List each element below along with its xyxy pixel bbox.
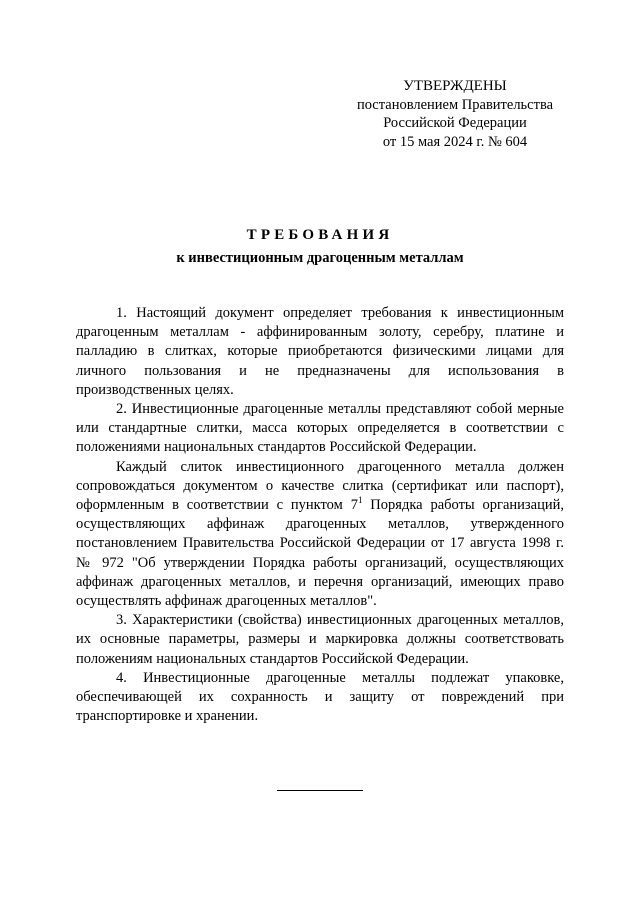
document-title: ТРЕБОВАНИЯ [246,227,394,243]
document-subtitle: к инвестиционным драгоценным металлам [176,250,464,266]
footnote-superscript: 1 [357,495,363,506]
approval-stamp: УТВЕРЖДЕНЫ [403,78,507,94]
end-divider [277,790,363,791]
approval-line-resolution: постановлением Правительства [356,96,554,113]
paragraph-certificate-part1: Каждый слиток инвестиционного драгоценного металла должен сопровождаться документом о качестве слитка (сертификат или паспорт), оформленным в соответствии с пунктом 7 [76,458,564,514]
paragraph-4: 4. Инвестиционные драгоценные металлы подлежат упаковке, обеспечивающей их сохранность и защиту от повреждений при транспортировке и хранении. [76,669,564,725]
approval-block [350,77,560,151]
paragraph-3: 3. Характеристики (свойства) инвестиционных драгоценных металлов, их основные параметры, размеры и маркировка должны соответствовать положениям национальных стандартов Российской Федерации. [76,612,564,667]
approval-line-federation: Российской Федерации [383,115,527,131]
paragraph-certificate [76,458,564,612]
approval-line-date: от 15 мая 2024 г. № 604 [382,133,528,150]
paragraph-certificate-part2: Порядка работы организаций, осуществляющих аффинаж драгоценных металлов, утвержденного постановлением Правительства Российской Федерации от 17 августа 1998 г. № 972 "Об утверждении Порядка работы организаций, осуществляющих аффинаж драгоценных металлов, и перечня организаций, имеющих право осуществлять аффинаж драгоценных металлов". [76,497,564,610]
document-body [76,304,564,726]
paragraph-1: 1. Настоящий документ определяет требования к инвестиционным драгоценным металлам - аффинированным золоту, серебру, платине и палладию в слитках, которые приобретаются физическими лицами для личного пользования и не предназначены для использования в производственных целях. [76,305,564,398]
paragraph-2: 2. Инвестиционные драгоценные металлы представляют собой мерные или стандартные слитки, масса которых определяется в соответствии с положениями национальных стандартов Российской Федерации. [76,401,564,456]
